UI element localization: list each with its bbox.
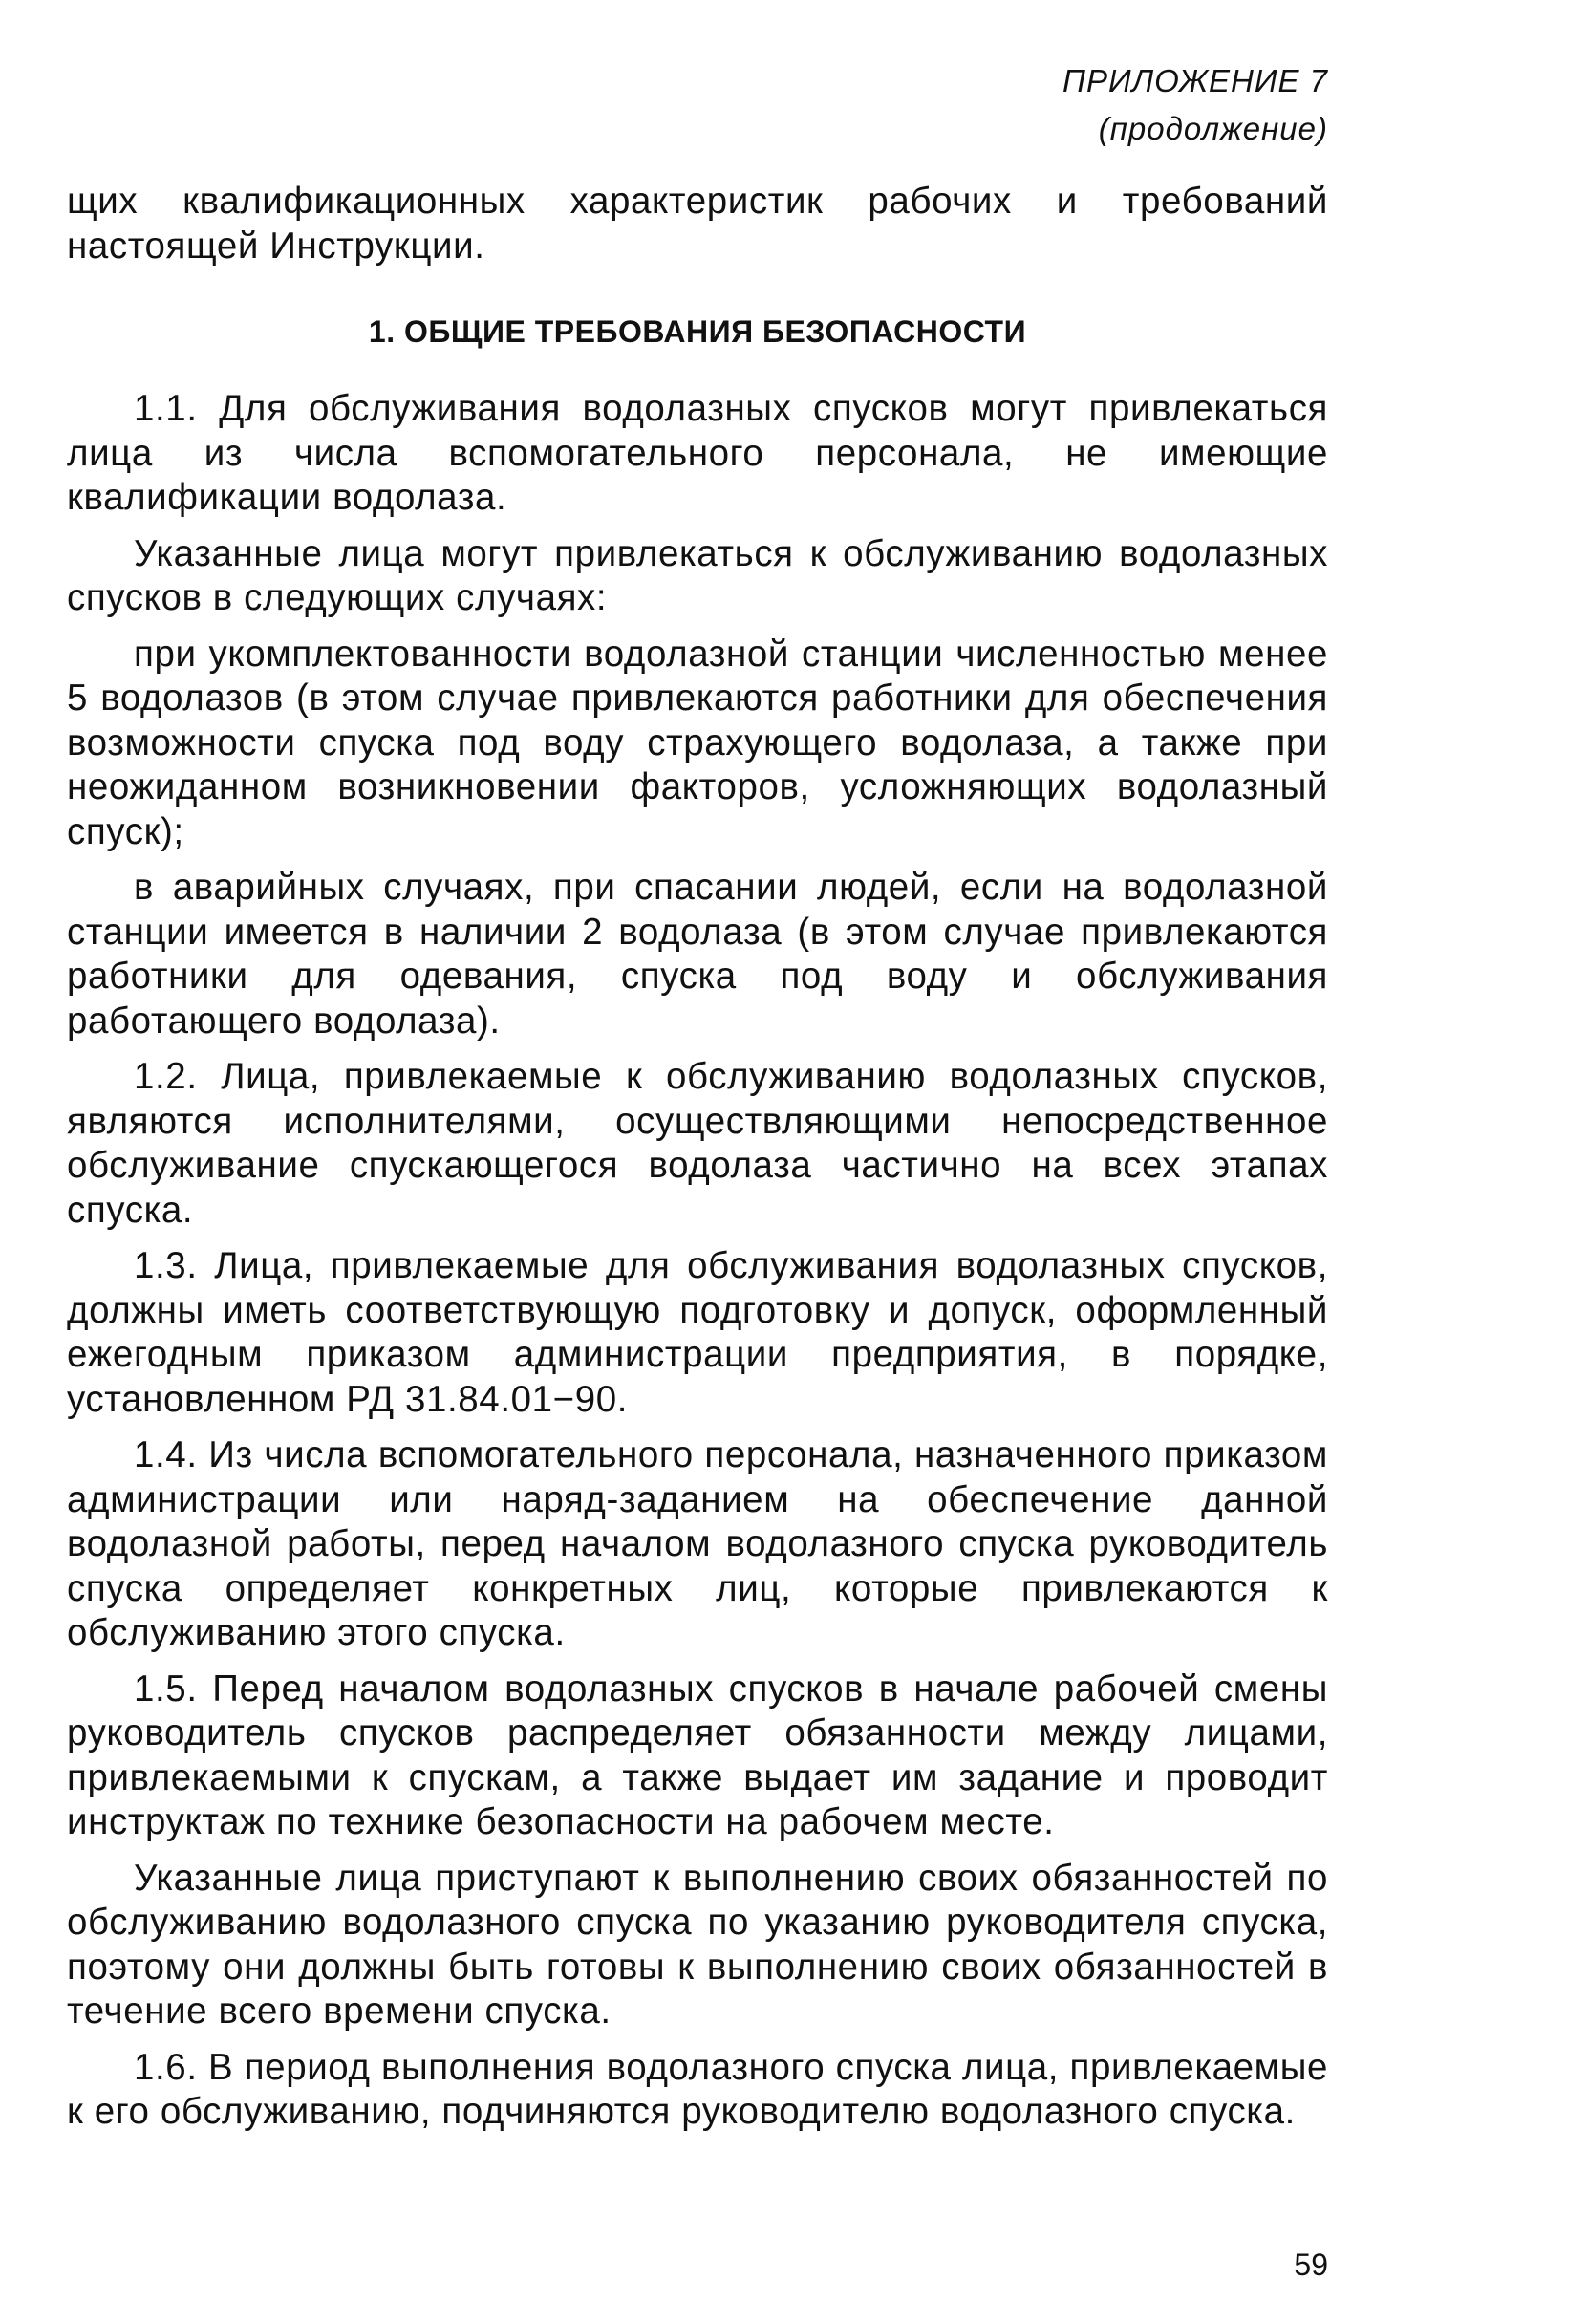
continuation-label: (продолжение) (1098, 111, 1328, 146)
page-number: 59 (1294, 2248, 1328, 2282)
page-header (67, 57, 1328, 153)
paragraph-case-emergency: в аварийных случаях, при спасании людей, если на водолазной станции имеется в наличии 2 водолаза (в этом случае привлекаются работники для одевания, спуска под воду и обслуживания работающего водолаза). (67, 867, 1328, 1042)
paragraph-1-5: 1.5. Перед началом водолазных спусков в начале рабочей смены руководитель спусков распределяет обязанности между лицами, привлекаемыми к спускам, а также выдает им задание и проводит инструктаж по технике безопасности на рабочем месте. (67, 1668, 1328, 1842)
paragraph-1-1: 1.1. Для обслуживания водолазных спусков могут привлекаться лица из числа вспомогательного персонала, не имеющие квалификации водолаза. (67, 388, 1328, 518)
section-title: 1. ОБЩИЕ ТРЕБОВАНИЯ БЕЗОПАСНОСТИ (368, 314, 1027, 349)
intro-paragraph: щих квалификационных характеристик рабочих и требований настоящей Инструкции. (67, 181, 1328, 267)
appendix-label: ПРИЛОЖЕНИЕ 7 (1062, 63, 1328, 98)
paragraph-1-6: 1.6. В период выполнения водолазного спуска лица, привлекаемые к его обслуживанию, подчиняются руководителю водолазного спуска. (67, 2046, 1328, 2132)
document-body (67, 180, 1328, 2135)
document-page (67, 57, 1328, 2284)
paragraph-1-3: 1.3. Лица, привлекаемые для обслуживания водолазных спусков, должны иметь соответствующую подготовку и допуск, оформленный ежегодным приказом администрации предприятия, в порядке, установленном РД 31.84.01−90. (67, 1245, 1328, 1420)
paragraph-1-2: 1.2. Лица, привлекаемые к обслуживанию водолазных спусков, являются исполнителями, осуществляющими непосредственное обслуживание спускающегося водолаза частично на всех этапах спуска. (67, 1056, 1328, 1231)
paragraph-cases-intro: Указанные лица могут привлекаться к обслуживанию водолазных спусков в следующих случаях: (67, 532, 1328, 618)
paragraph-case-understaffed: при укомплектованности водолазной станции численностью менее 5 водолазов (в этом случае привлекаются работники для обеспечения возможности спуска под воду страхующего водолаза, а также при неожиданном возникновении факторов, усложняющих водолазный спуск); (67, 633, 1328, 852)
paragraph-duties: Указанные лица приступают к выполнению своих обязанностей по обслуживанию водолазного спуска по указанию руководителя спуска, поэтому они должны быть готовы к выполнению своих обязанностей в течение всего времени спуска. (67, 1857, 1328, 2032)
paragraph-1-4: 1.4. Из числа вспомогательного персонала, назначенного приказом администрации или наряд-заданием на обеспечение данной водолазной работы, перед началом водолазного спуска руководитель спуска определяет конкретных лиц, которые привлекаются к обслуживанию этого спуска. (67, 1434, 1328, 1653)
